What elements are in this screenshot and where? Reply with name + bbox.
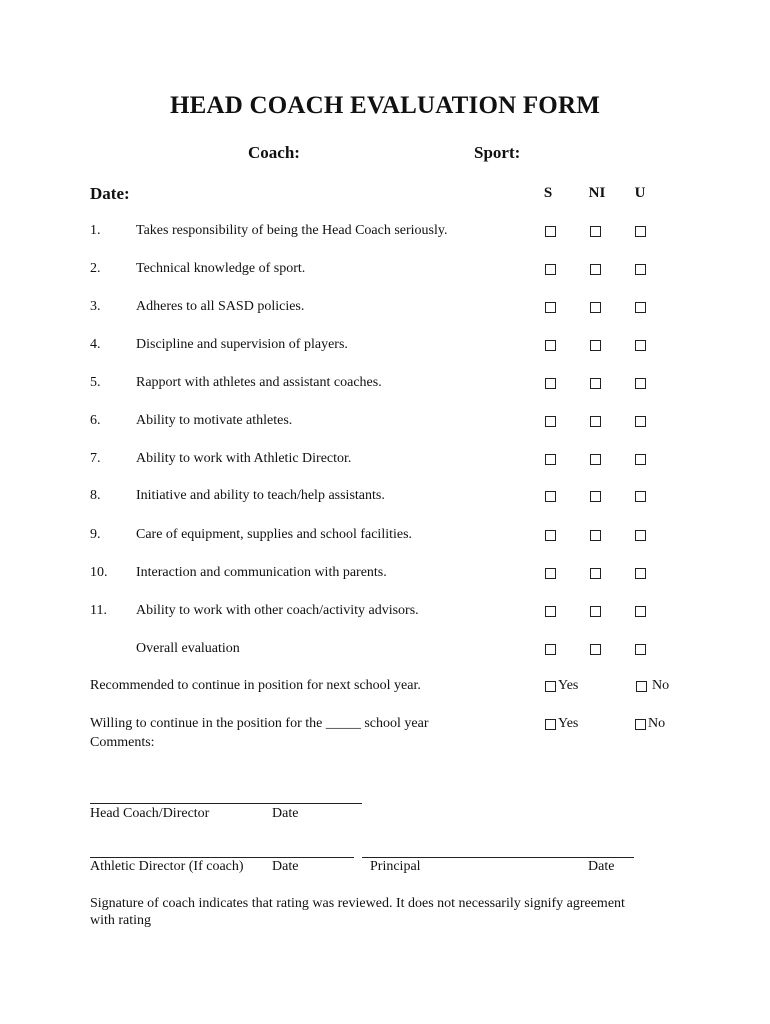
item-number: 1. bbox=[90, 223, 101, 238]
principal-signature-line[interactable] bbox=[362, 857, 634, 858]
rating-checkbox-ni[interactable] bbox=[590, 568, 601, 579]
rating-checkbox-u[interactable] bbox=[635, 491, 646, 502]
footer-note-line-1: Signature of coach indicates that rating was reviewed. It does not necessarily signify agreement bbox=[90, 896, 625, 911]
athletic-director-signature-line[interactable] bbox=[90, 857, 354, 858]
rating-checkbox-s[interactable] bbox=[545, 302, 556, 313]
head-coach-signature-line[interactable] bbox=[90, 803, 362, 804]
recommended-no-checkbox[interactable] bbox=[636, 681, 647, 692]
item-number: 10. bbox=[90, 565, 108, 580]
recommended-yes-label: Yes bbox=[558, 678, 579, 693]
rating-checkbox-u[interactable] bbox=[635, 606, 646, 617]
rating-checkbox-ni[interactable] bbox=[590, 226, 601, 237]
item-text: Rapport with athletes and assistant coaches. bbox=[136, 375, 382, 390]
principal-date-label: Date bbox=[588, 859, 615, 874]
rating-checkbox-u[interactable] bbox=[635, 416, 646, 427]
coach-label: Coach: bbox=[248, 143, 300, 162]
column-header-s: S bbox=[543, 185, 553, 201]
rating-checkbox-ni[interactable] bbox=[590, 454, 601, 465]
rating-checkbox-ni[interactable] bbox=[590, 378, 601, 389]
rating-checkbox-s[interactable] bbox=[545, 340, 556, 351]
item-number: 11. bbox=[90, 603, 107, 618]
athletic-director-label: Athletic Director (If coach) bbox=[90, 859, 244, 874]
item-text: Care of equipment, supplies and school facilities. bbox=[136, 527, 413, 542]
sport-label: Sport: bbox=[474, 143, 521, 162]
rating-checkbox-s[interactable] bbox=[545, 416, 556, 427]
rating-checkbox-s[interactable] bbox=[545, 530, 556, 541]
rating-checkbox-ni[interactable] bbox=[590, 491, 601, 502]
item-text: Ability to work with other coach/activity advisors. bbox=[136, 603, 419, 618]
rating-checkbox-s[interactable] bbox=[545, 226, 556, 237]
item-number: 3. bbox=[90, 299, 101, 314]
recommended-no-label: No bbox=[652, 678, 670, 693]
item-number: 7. bbox=[90, 451, 101, 466]
rating-checkbox-u[interactable] bbox=[635, 568, 646, 579]
rating-checkbox-ni[interactable] bbox=[590, 644, 601, 655]
willing-yes-checkbox[interactable] bbox=[545, 719, 556, 730]
rating-checkbox-u[interactable] bbox=[635, 264, 646, 275]
footer-note-line-2: with rating bbox=[90, 913, 152, 928]
willing-no-checkbox[interactable] bbox=[635, 719, 646, 730]
head-coach-date-label: Date bbox=[272, 806, 299, 821]
item-text: Ability to motivate athletes. bbox=[136, 413, 293, 428]
item-text: Initiative and ability to teach/help assistants. bbox=[136, 488, 385, 503]
rating-checkbox-s[interactable] bbox=[545, 378, 556, 389]
item-text: Adheres to all SASD policies. bbox=[136, 299, 305, 314]
rating-checkbox-u[interactable] bbox=[635, 454, 646, 465]
comments-label: Comments: bbox=[90, 735, 155, 750]
item-text: Discipline and supervision of players. bbox=[136, 337, 348, 352]
item-text: Takes responsibility of being the Head Coach seriously. bbox=[136, 223, 448, 238]
item-text: Interaction and communication with parents. bbox=[136, 565, 387, 580]
item-number: 4. bbox=[90, 337, 101, 352]
rating-checkbox-s[interactable] bbox=[545, 491, 556, 502]
item-text: Technical knowledge of sport. bbox=[136, 261, 306, 276]
recommended-yes-checkbox[interactable] bbox=[545, 681, 556, 692]
recommended-text: Recommended to continue in position for next school year. bbox=[90, 678, 421, 693]
willing-no-label: No bbox=[648, 716, 666, 731]
rating-checkbox-u[interactable] bbox=[635, 302, 646, 313]
rating-checkbox-u[interactable] bbox=[635, 378, 646, 389]
rating-checkbox-s[interactable] bbox=[545, 568, 556, 579]
rating-checkbox-u[interactable] bbox=[635, 340, 646, 351]
column-header-ni: NI bbox=[588, 185, 606, 201]
willing-yes-label: Yes bbox=[558, 716, 579, 731]
rating-checkbox-ni[interactable] bbox=[590, 302, 601, 313]
rating-checkbox-u[interactable] bbox=[635, 644, 646, 655]
rating-checkbox-u[interactable] bbox=[635, 530, 646, 541]
principal-label: Principal bbox=[370, 859, 421, 874]
item-number: 5. bbox=[90, 375, 101, 390]
page-title: HEAD COACH EVALUATION FORM bbox=[170, 92, 600, 119]
item-number: 6. bbox=[90, 413, 101, 428]
rating-checkbox-ni[interactable] bbox=[590, 264, 601, 275]
head-coach-label: Head Coach/Director bbox=[90, 806, 210, 821]
date-label: Date: bbox=[90, 184, 130, 203]
item-text: Overall evaluation bbox=[136, 641, 240, 656]
rating-checkbox-s[interactable] bbox=[545, 454, 556, 465]
column-header-u: U bbox=[634, 185, 646, 201]
rating-checkbox-ni[interactable] bbox=[590, 340, 601, 351]
rating-checkbox-ni[interactable] bbox=[590, 530, 601, 541]
item-text: Ability to work with Athletic Director. bbox=[136, 451, 352, 466]
rating-checkbox-u[interactable] bbox=[635, 226, 646, 237]
rating-checkbox-s[interactable] bbox=[545, 264, 556, 275]
rating-checkbox-ni[interactable] bbox=[590, 416, 601, 427]
rating-checkbox-s[interactable] bbox=[545, 606, 556, 617]
willing-text: Willing to continue in the position for the _____ school year bbox=[90, 716, 429, 731]
athletic-director-date-label: Date bbox=[272, 859, 299, 874]
rating-checkbox-s[interactable] bbox=[545, 644, 556, 655]
item-number: 2. bbox=[90, 261, 101, 276]
rating-checkbox-ni[interactable] bbox=[590, 606, 601, 617]
item-number: 9. bbox=[90, 527, 101, 542]
item-number: 8. bbox=[90, 488, 101, 503]
